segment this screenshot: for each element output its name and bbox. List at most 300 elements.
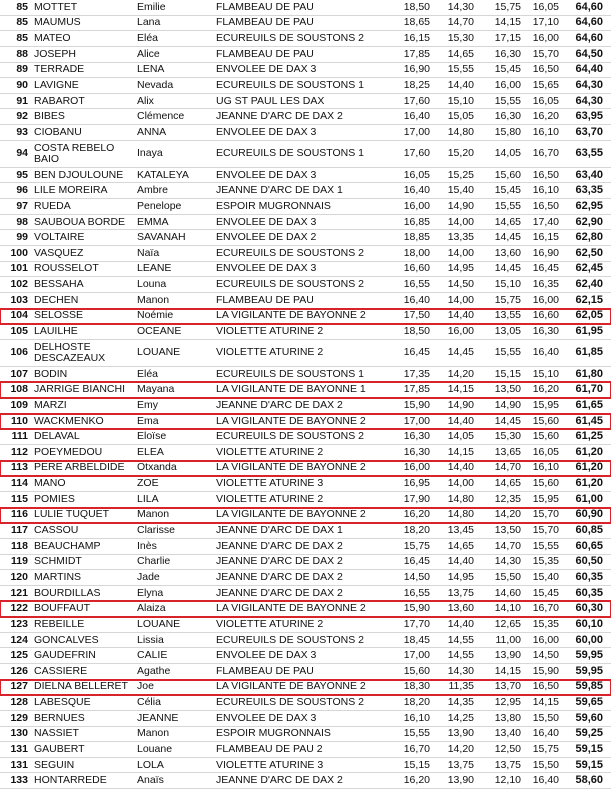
first-name-cell: Mayana bbox=[137, 383, 175, 396]
apparatus-3-score: 15,55 bbox=[494, 199, 521, 212]
apparatus-4-score: 16,05 bbox=[532, 0, 559, 13]
club-cell: ECUREUILS DE SOUSTONS 1 bbox=[216, 367, 365, 380]
apparatus-4-score: 16,70 bbox=[532, 147, 559, 160]
apparatus-3-score: 13,70 bbox=[494, 680, 521, 693]
apparatus-2-score: 14,55 bbox=[447, 649, 474, 662]
rank-cell: 108 bbox=[10, 383, 28, 396]
highlighted-table-row bbox=[0, 382, 611, 398]
club-cell: JEANNE D'ARC DE DAX 2 bbox=[216, 110, 343, 123]
total-score: 60,65 bbox=[575, 539, 603, 552]
table-row bbox=[0, 16, 611, 32]
apparatus-3-score: 13,40 bbox=[494, 727, 521, 740]
last-name-cell: VOLTAIRE bbox=[34, 231, 85, 244]
apparatus-4-score: 16,90 bbox=[532, 246, 559, 259]
rank-cell: 110 bbox=[11, 414, 28, 427]
apparatus-1-score: 16,85 bbox=[403, 215, 430, 228]
apparatus-1-score: 17,85 bbox=[403, 47, 430, 60]
apparatus-2-score: 14,80 bbox=[447, 125, 474, 138]
apparatus-1-score: 16,55 bbox=[403, 586, 430, 599]
highlighted-table-row bbox=[0, 508, 611, 524]
last-name-cell: HONTARREDE bbox=[34, 774, 107, 787]
first-name-cell: Louna bbox=[137, 278, 167, 291]
last-name-cell: GONCALVES bbox=[34, 633, 99, 646]
apparatus-1-score: 17,00 bbox=[403, 125, 430, 138]
apparatus-1-score: 18,20 bbox=[403, 524, 430, 537]
total-score: 61,25 bbox=[575, 430, 603, 443]
rank-cell: 104 bbox=[10, 309, 28, 322]
apparatus-3-score: 12,50 bbox=[494, 743, 521, 755]
rank-cell: 93 bbox=[16, 125, 28, 138]
apparatus-4-score: 16,60 bbox=[532, 309, 559, 322]
apparatus-2-score: 13,75 bbox=[447, 758, 474, 771]
apparatus-3-score: 15,55 bbox=[494, 346, 521, 359]
club-cell: ENVOLEE DE DAX 3 bbox=[216, 262, 317, 275]
apparatus-2-score: 14,40 bbox=[447, 414, 474, 427]
total-score: 60,10 bbox=[575, 617, 603, 630]
total-score: 59,15 bbox=[575, 743, 603, 755]
first-name-cell: Alix bbox=[137, 94, 154, 107]
total-score: 62,80 bbox=[575, 231, 603, 244]
apparatus-2-score: 14,90 bbox=[447, 398, 474, 411]
apparatus-2-score: 13,60 bbox=[447, 602, 474, 615]
apparatus-2-score: 14,90 bbox=[447, 199, 474, 212]
first-name-cell: Emilie bbox=[137, 0, 166, 13]
rank-cell: 96 bbox=[16, 184, 28, 197]
first-name-cell: Célia bbox=[137, 696, 161, 709]
apparatus-4-score: 16,00 bbox=[532, 32, 559, 45]
apparatus-3-score: 14,90 bbox=[494, 398, 521, 411]
table-row bbox=[0, 429, 611, 445]
first-name-cell: Alaiza bbox=[137, 602, 166, 615]
last-name-cell: MATEO bbox=[34, 32, 71, 45]
table-row bbox=[0, 742, 611, 758]
apparatus-4-score: 15,95 bbox=[532, 398, 559, 411]
first-name-cell: Inaya bbox=[137, 147, 163, 160]
apparatus-4-score: 15,50 bbox=[532, 711, 559, 724]
total-score: 60,35 bbox=[575, 570, 603, 583]
first-name-cell: Manon bbox=[137, 727, 170, 740]
rank-cell: 126 bbox=[10, 664, 28, 677]
first-name-cell: Naïa bbox=[137, 246, 160, 259]
first-name-cell: Lissia bbox=[137, 633, 164, 646]
total-score: 60,35 bbox=[575, 586, 603, 599]
last-name-cell: LAUILHE bbox=[34, 324, 78, 337]
total-score: 63,40 bbox=[575, 168, 603, 181]
club-cell: ENVOLEE DE DAX 3 bbox=[216, 125, 317, 138]
total-score: 61,85 bbox=[575, 346, 603, 359]
club-cell: LA VIGILANTE DE BAYONNE 2 bbox=[216, 414, 366, 427]
apparatus-2-score: 15,30 bbox=[447, 32, 474, 45]
club-cell: ECUREUILS DE SOUSTONS 2 bbox=[216, 32, 365, 45]
club-cell: FLAMBEAU DE PAU 2 bbox=[216, 743, 323, 755]
club-cell: VIOLETTE ATURINE 3 bbox=[216, 758, 324, 771]
apparatus-1-score: 15,55 bbox=[403, 727, 430, 740]
first-name-cell: Nevada bbox=[137, 79, 174, 92]
first-name-cell: Clémence bbox=[137, 110, 185, 123]
total-score: 64,30 bbox=[575, 79, 603, 92]
table-row bbox=[0, 262, 611, 278]
apparatus-1-score: 16,95 bbox=[403, 477, 430, 490]
apparatus-3-score: 11,00 bbox=[495, 633, 521, 646]
highlighted-table-row bbox=[0, 414, 611, 430]
rank-cell: 127 bbox=[10, 680, 28, 693]
last-name-cell: BODIN bbox=[34, 367, 68, 380]
table-row bbox=[0, 94, 611, 110]
rank-cell: 85 bbox=[16, 16, 28, 29]
apparatus-1-score: 18,45 bbox=[403, 633, 430, 646]
table-row bbox=[0, 340, 611, 367]
total-score: 62,90 bbox=[575, 215, 603, 228]
apparatus-1-score: 18,50 bbox=[403, 0, 430, 13]
apparatus-1-score: 17,60 bbox=[403, 94, 430, 107]
table-row bbox=[0, 711, 611, 727]
rank-cell: 114 bbox=[11, 477, 28, 490]
apparatus-4-score: 15,60 bbox=[532, 430, 559, 443]
apparatus-3-score: 13,50 bbox=[494, 383, 521, 396]
last-name-cell: DIELNA BELLERET bbox=[34, 680, 128, 693]
first-name-cell: Louane bbox=[137, 743, 173, 755]
apparatus-2-score: 14,80 bbox=[447, 492, 474, 505]
rank-cell: 112 bbox=[11, 445, 28, 458]
apparatus-1-score: 18,25 bbox=[403, 79, 430, 92]
first-name-cell: LEANE bbox=[137, 262, 172, 275]
total-score: 61,20 bbox=[575, 477, 603, 490]
apparatus-2-score: 15,40 bbox=[447, 184, 474, 197]
table-row bbox=[0, 63, 611, 79]
apparatus-3-score: 14,45 bbox=[494, 262, 521, 275]
table-row bbox=[0, 168, 611, 184]
last-name-cell: JOSEPH bbox=[34, 47, 77, 60]
apparatus-4-score: 17,10 bbox=[532, 16, 559, 29]
apparatus-4-score: 14,15 bbox=[532, 696, 559, 709]
first-name-cell: Inès bbox=[137, 539, 157, 552]
apparatus-3-score: 16,00 bbox=[494, 79, 521, 92]
total-score: 64,60 bbox=[575, 16, 603, 29]
first-name-cell: LOUANE bbox=[137, 617, 181, 630]
table-row bbox=[0, 199, 611, 215]
apparatus-4-score: 15,50 bbox=[532, 758, 559, 771]
last-name-cell: VASQUEZ bbox=[34, 246, 84, 259]
rank-cell: 121 bbox=[10, 586, 28, 599]
club-cell: LA VIGILANTE DE BAYONNE 2 bbox=[216, 602, 366, 615]
apparatus-3-score: 14,70 bbox=[494, 539, 521, 552]
apparatus-4-score: 16,05 bbox=[532, 94, 559, 107]
apparatus-4-score: 15,55 bbox=[532, 539, 559, 552]
table-row bbox=[0, 277, 611, 293]
rank-cell: 85 bbox=[16, 32, 28, 45]
apparatus-2-score: 14,20 bbox=[447, 743, 474, 755]
rank-cell: 129 bbox=[10, 711, 28, 724]
first-name-cell: Elyna bbox=[137, 586, 164, 599]
apparatus-4-score: 16,45 bbox=[532, 262, 559, 275]
last-name-cell: LABESQUE bbox=[34, 696, 91, 709]
total-score: 62,05 bbox=[575, 309, 603, 322]
club-cell: LA VIGILANTE DE BAYONNE 2 bbox=[216, 508, 366, 521]
rank-cell: 116 bbox=[11, 508, 28, 521]
club-cell: ENVOLEE DE DAX 3 bbox=[216, 215, 317, 228]
rank-cell: 124 bbox=[10, 633, 28, 646]
club-cell: VIOLETTE ATURINE 2 bbox=[216, 445, 324, 458]
apparatus-2-score: 14,25 bbox=[447, 711, 474, 724]
first-name-cell: Clarisse bbox=[137, 524, 175, 537]
total-score: 62,95 bbox=[575, 199, 603, 212]
table-row bbox=[0, 492, 611, 508]
rank-cell: 133 bbox=[10, 774, 28, 787]
table-row bbox=[0, 695, 611, 711]
apparatus-1-score: 15,90 bbox=[403, 602, 430, 615]
apparatus-3-score: 14,45 bbox=[494, 231, 521, 244]
first-name-cell: Joe bbox=[137, 680, 154, 693]
club-cell: LA VIGILANTE DE BAYONNE 2 bbox=[216, 680, 366, 693]
table-row bbox=[0, 539, 611, 555]
last-name-cell: MARZI bbox=[34, 398, 67, 411]
apparatus-3-score: 15,75 bbox=[494, 0, 521, 13]
apparatus-3-score: 14,60 bbox=[494, 586, 521, 599]
table-row bbox=[0, 727, 611, 743]
last-name-cell: REBEILLE bbox=[34, 617, 85, 630]
apparatus-2-score: 14,80 bbox=[447, 508, 474, 521]
apparatus-3-score: 14,10 bbox=[494, 602, 521, 615]
apparatus-1-score: 16,70 bbox=[403, 743, 430, 755]
apparatus-2-score: 14,15 bbox=[447, 383, 474, 396]
rank-cell: 123 bbox=[10, 617, 28, 630]
apparatus-4-score: 16,05 bbox=[532, 445, 559, 458]
apparatus-1-score: 15,90 bbox=[403, 398, 430, 411]
apparatus-1-score: 17,35 bbox=[403, 367, 430, 380]
rank-cell: 128 bbox=[10, 696, 28, 709]
club-cell: VIOLETTE ATURINE 2 bbox=[216, 324, 324, 337]
apparatus-4-score: 16,00 bbox=[532, 293, 559, 306]
rank-cell: 88 bbox=[16, 47, 28, 60]
first-name-cell: Anaïs bbox=[137, 774, 164, 787]
total-score: 59,15 bbox=[575, 758, 603, 771]
table-row bbox=[0, 445, 611, 461]
apparatus-2-score: 14,00 bbox=[447, 246, 474, 259]
club-cell: JEANNE D'ARC DE DAX 2 bbox=[216, 570, 343, 583]
apparatus-1-score: 15,15 bbox=[403, 758, 430, 771]
club-cell: JEANNE D'ARC DE DAX 2 bbox=[216, 555, 343, 568]
apparatus-2-score: 13,35 bbox=[447, 231, 474, 244]
apparatus-3-score: 14,30 bbox=[494, 555, 521, 568]
rank-cell: 90 bbox=[16, 79, 28, 92]
apparatus-3-score: 13,75 bbox=[494, 758, 521, 771]
total-score: 64,50 bbox=[575, 47, 603, 60]
highlighted-table-row bbox=[0, 680, 611, 696]
rank-cell: 117 bbox=[11, 524, 28, 537]
rank-cell: 106 bbox=[10, 346, 28, 359]
last-name-cell: MOTTET bbox=[34, 0, 78, 13]
rank-cell: 85 bbox=[16, 0, 28, 13]
club-cell: FLAMBEAU DE PAU bbox=[216, 664, 314, 677]
apparatus-4-score: 15,60 bbox=[532, 477, 559, 490]
total-score: 61,80 bbox=[575, 367, 603, 380]
apparatus-1-score: 17,60 bbox=[403, 147, 430, 160]
last-name-cell: MAUMUS bbox=[34, 16, 81, 29]
apparatus-4-score: 16,40 bbox=[532, 727, 559, 740]
last-name-cell: POEYMEDOU bbox=[34, 445, 103, 458]
apparatus-4-score: 16,10 bbox=[532, 125, 559, 138]
first-name-cell: Eléa bbox=[137, 32, 159, 45]
apparatus-4-score: 16,40 bbox=[532, 346, 559, 359]
total-score: 63,70 bbox=[575, 125, 603, 138]
total-score: 60,50 bbox=[575, 555, 603, 568]
apparatus-2-score: 11,35 bbox=[448, 680, 474, 693]
apparatus-2-score: 14,95 bbox=[447, 570, 474, 583]
club-cell: ECUREUILS DE SOUSTONS 2 bbox=[216, 430, 365, 443]
last-name-cell: DECHEN bbox=[34, 293, 79, 306]
last-name-cell: TERRADE bbox=[34, 63, 85, 76]
apparatus-1-score: 16,15 bbox=[403, 32, 430, 45]
rank-cell: 92 bbox=[16, 110, 28, 123]
table-row bbox=[0, 570, 611, 586]
apparatus-4-score: 15,70 bbox=[532, 47, 559, 60]
apparatus-1-score: 14,50 bbox=[403, 570, 430, 583]
last-name-cell: BEAUCHAMP bbox=[34, 539, 101, 552]
total-score: 61,00 bbox=[575, 492, 603, 505]
table-row bbox=[0, 125, 611, 141]
apparatus-4-score: 16,70 bbox=[532, 602, 559, 615]
first-name-cell: Manon bbox=[137, 293, 170, 306]
total-score: 59,25 bbox=[575, 727, 603, 740]
last-name-cell: BERNUES bbox=[34, 711, 85, 724]
last-name-cell: BOUFFAUT bbox=[34, 602, 91, 615]
highlighted-table-row bbox=[0, 309, 611, 325]
apparatus-1-score: 16,00 bbox=[403, 199, 430, 212]
apparatus-4-score: 16,20 bbox=[532, 110, 559, 123]
last-name-cell: CIOBANU bbox=[34, 125, 82, 138]
last-name-cell: LILE MOREIRA bbox=[34, 184, 108, 197]
club-cell: ENVOLEE DE DAX 3 bbox=[216, 711, 317, 724]
apparatus-2-score: 15,25 bbox=[447, 168, 474, 181]
table-row bbox=[0, 398, 611, 414]
apparatus-2-score: 14,40 bbox=[447, 555, 474, 568]
first-name-cell: Otxanda bbox=[137, 461, 177, 474]
apparatus-3-score: 13,80 bbox=[494, 711, 521, 724]
apparatus-1-score: 18,00 bbox=[403, 246, 430, 259]
last-name-cell: POMIES bbox=[34, 492, 75, 505]
total-score: 60,85 bbox=[575, 524, 603, 537]
last-name-cell: SAUBOUA BORDE bbox=[34, 215, 126, 228]
club-cell: ENVOLEE DE DAX 3 bbox=[216, 63, 317, 76]
table-row bbox=[0, 617, 611, 633]
total-score: 62,15 bbox=[575, 293, 603, 306]
rank-cell: 102 bbox=[10, 278, 28, 291]
rank-cell: 111 bbox=[11, 430, 28, 443]
table-row bbox=[0, 215, 611, 231]
rank-cell: 105 bbox=[10, 324, 28, 337]
apparatus-1-score: 16,90 bbox=[403, 63, 430, 76]
total-score: 59,95 bbox=[575, 664, 603, 677]
table-row bbox=[0, 555, 611, 571]
first-name-cell: ANNA bbox=[137, 125, 167, 138]
apparatus-3-score: 13,60 bbox=[494, 246, 521, 259]
apparatus-1-score: 18,20 bbox=[403, 696, 430, 709]
rank-cell: 101 bbox=[10, 262, 28, 275]
apparatus-1-score: 18,50 bbox=[403, 324, 430, 337]
last-name-cell: LULIE TUQUET bbox=[34, 508, 110, 521]
apparatus-1-score: 17,50 bbox=[403, 309, 430, 322]
total-score: 59,65 bbox=[575, 696, 603, 709]
first-name-cell: JEANNE bbox=[137, 711, 179, 724]
rank-cell: 118 bbox=[11, 539, 28, 552]
apparatus-1-score: 17,00 bbox=[403, 414, 430, 427]
highlighted-table-row bbox=[0, 461, 611, 477]
total-score: 64,60 bbox=[575, 0, 603, 13]
apparatus-4-score: 14,50 bbox=[532, 649, 559, 662]
apparatus-4-score: 16,40 bbox=[532, 774, 559, 787]
apparatus-3-score: 16,30 bbox=[494, 47, 521, 60]
apparatus-4-score: 17,40 bbox=[532, 215, 559, 228]
first-name-cell: CALIE bbox=[137, 649, 168, 662]
apparatus-3-score: 15,10 bbox=[494, 278, 521, 291]
first-name-cell: Emy bbox=[137, 398, 158, 411]
apparatus-3-score: 15,60 bbox=[494, 168, 521, 181]
rank-cell: 130 bbox=[10, 727, 28, 740]
apparatus-4-score: 15,75 bbox=[532, 743, 559, 755]
first-name-cell: Manon bbox=[137, 508, 170, 521]
club-cell: ECUREUILS DE SOUSTONS 2 bbox=[216, 246, 365, 259]
club-cell: ECUREUILS DE SOUSTONS 2 bbox=[216, 696, 365, 709]
apparatus-2-score: 14,30 bbox=[447, 664, 474, 677]
table-row bbox=[0, 183, 611, 199]
apparatus-4-score: 15,90 bbox=[532, 664, 559, 677]
rank-cell: 99 bbox=[16, 231, 28, 244]
table-row bbox=[0, 586, 611, 602]
rank-cell: 109 bbox=[10, 398, 28, 411]
rank-cell: 113 bbox=[11, 461, 28, 474]
apparatus-3-score: 14,15 bbox=[494, 664, 521, 677]
total-score: 62,45 bbox=[575, 262, 603, 275]
apparatus-1-score: 18,30 bbox=[403, 680, 430, 693]
rank-cell: 100 bbox=[10, 246, 28, 259]
total-score: 60,30 bbox=[575, 602, 603, 615]
first-name-cell: ELEA bbox=[137, 445, 164, 458]
apparatus-2-score: 13,90 bbox=[447, 774, 474, 787]
club-cell: ENVOLEE DE DAX 2 bbox=[216, 231, 317, 244]
apparatus-4-score: 16,10 bbox=[532, 184, 559, 197]
first-name-cell: ZOE bbox=[137, 477, 159, 490]
club-cell: ECUREUILS DE SOUSTONS 2 bbox=[216, 633, 365, 646]
table-row bbox=[0, 0, 611, 16]
club-cell: ESPOIR MUGRONNAIS bbox=[216, 199, 331, 212]
club-cell: VIOLETTE ATURINE 3 bbox=[216, 477, 324, 490]
rank-cell: 97 bbox=[16, 199, 28, 212]
apparatus-4-score: 16,35 bbox=[532, 278, 559, 291]
apparatus-3-score: 14,70 bbox=[494, 461, 521, 474]
apparatus-4-score: 16,50 bbox=[532, 680, 559, 693]
table-row bbox=[0, 324, 611, 340]
last-name-cell: SCHMIDT bbox=[34, 555, 82, 568]
apparatus-4-score: 16,15 bbox=[532, 231, 559, 244]
apparatus-4-score: 15,40 bbox=[532, 570, 559, 583]
total-score: 59,60 bbox=[575, 711, 603, 724]
first-name-cell: LOLA bbox=[137, 758, 164, 771]
apparatus-1-score: 16,05 bbox=[403, 168, 430, 181]
club-cell: LA VIGILANTE DE BAYONNE 2 bbox=[216, 309, 366, 322]
apparatus-1-score: 16,00 bbox=[403, 461, 430, 474]
apparatus-3-score: 13,50 bbox=[494, 524, 521, 537]
last-name-cell: DELAVAL bbox=[34, 430, 80, 443]
first-name-cell: Penelope bbox=[137, 199, 182, 212]
apparatus-1-score: 16,20 bbox=[403, 774, 430, 787]
table-row bbox=[0, 78, 611, 94]
total-score: 61,95 bbox=[575, 324, 603, 337]
first-name-cell: Lana bbox=[137, 16, 161, 29]
last-name-cell: GAUBERT bbox=[34, 743, 85, 755]
last-name-cell: NASSIET bbox=[34, 727, 79, 740]
apparatus-4-score: 16,30 bbox=[532, 324, 559, 337]
apparatus-2-score: 14,20 bbox=[447, 367, 474, 380]
